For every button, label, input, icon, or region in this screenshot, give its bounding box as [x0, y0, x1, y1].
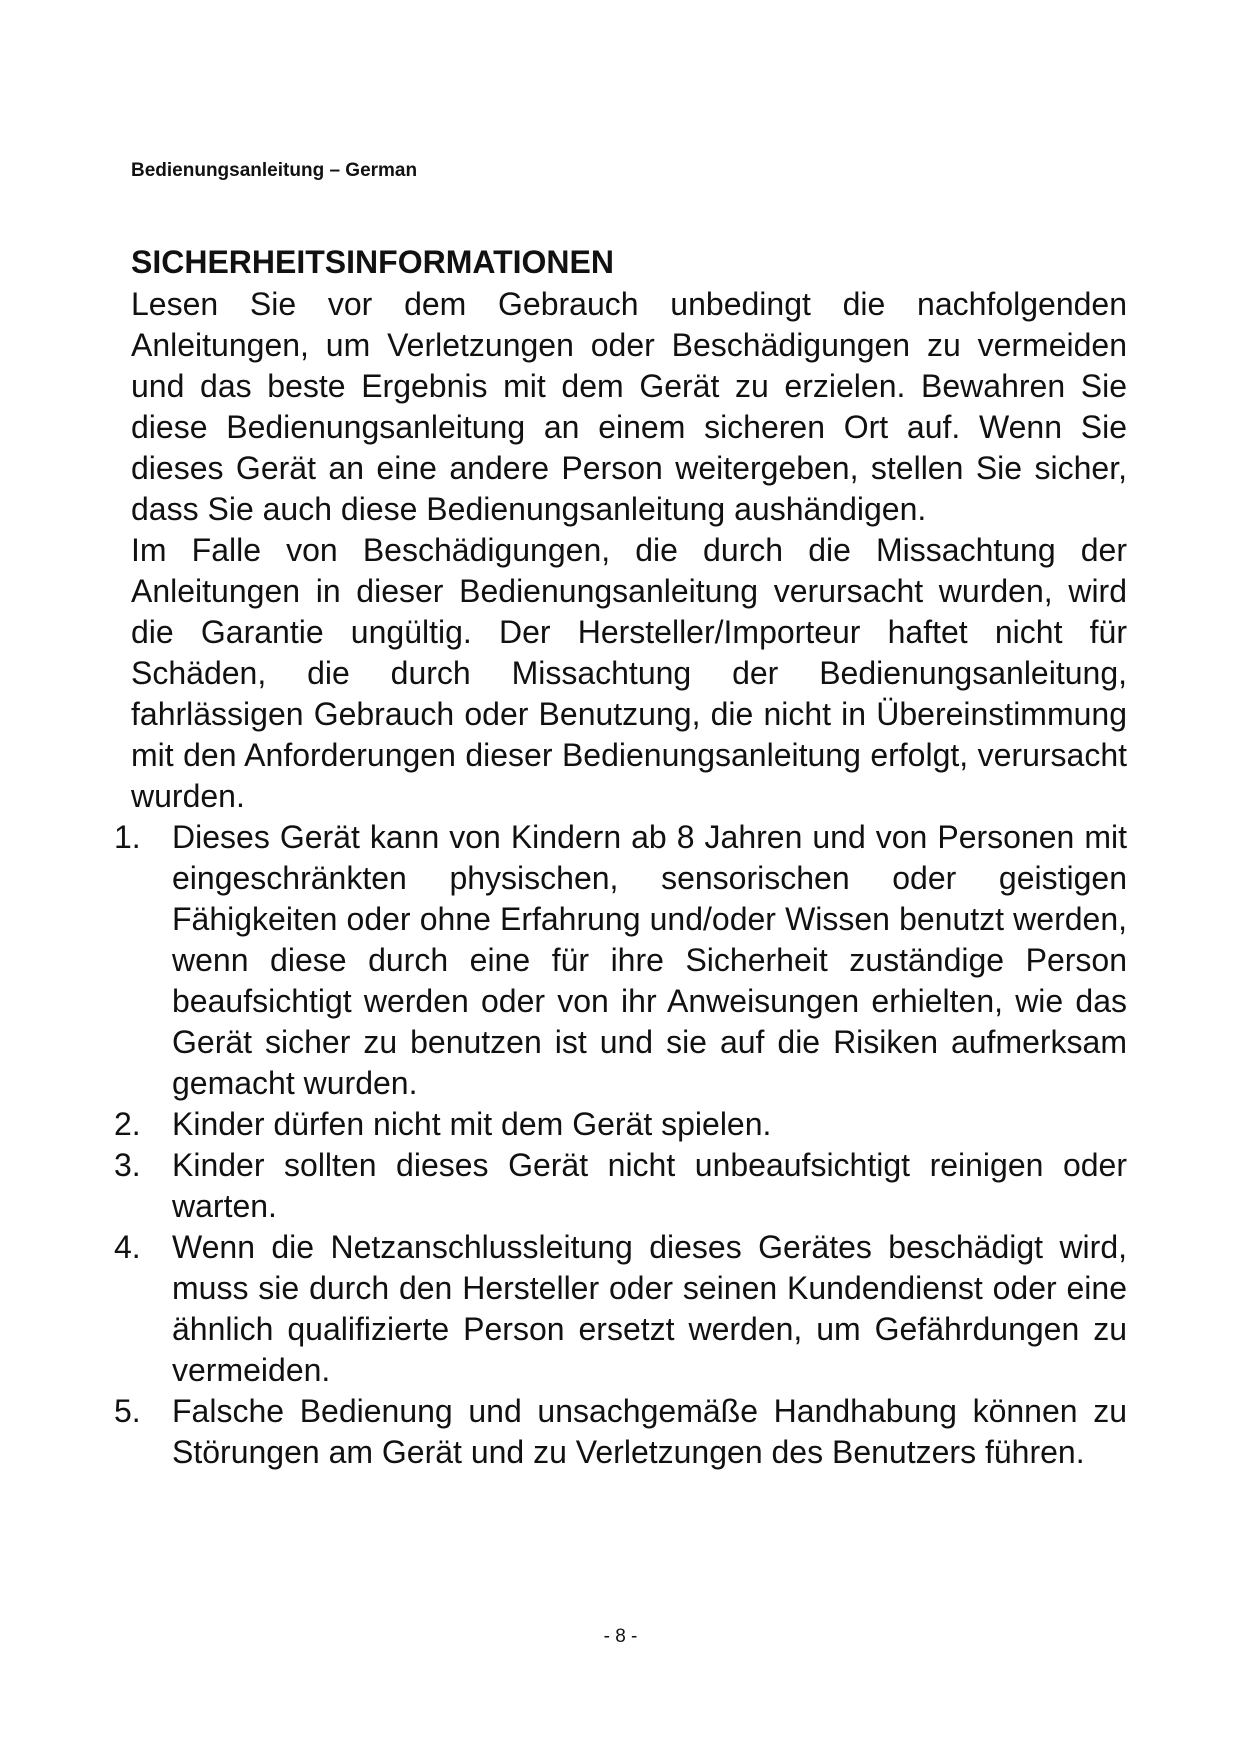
- list-item-number: 1.: [114, 819, 141, 855]
- list-item-number: 5.: [114, 1393, 141, 1429]
- list-item: [114, 1227, 1127, 1391]
- section-title: SICHERHEITSINFORMATIONEN: [131, 244, 614, 280]
- list-item-number: 4.: [114, 1229, 141, 1265]
- list-item-text: Wenn die Netzanschlussleitung dieses Gerätes beschädigt wird, muss sie durch den Hersteller oder seinen Kundendienst oder eine ähnlich qualifizierte Person ersetzt werden, um Gefährdungen zu vermeiden.: [172, 1229, 1127, 1388]
- document-header: Bedienungsanleitung – German: [131, 160, 418, 181]
- intro-paragraph: Lesen Sie vor dem Gebrauch unbedingt die nachfolgenden Anleitungen, um Verletzungen oder Beschädigungen zu vermeiden und das beste Ergebnis mit dem Gerät zu erzielen. Bewahren Sie diese Bedienungsanleitung an einem sicheren Ort auf. Wenn Sie dieses Gerät an eine andere Person weitergeben, stellen Sie sicher, dass Sie auch diese Bedienungsanleitung aushändigen.: [131, 286, 1127, 527]
- list-item-number: 3.: [114, 1147, 141, 1183]
- list-item: [114, 1104, 1127, 1145]
- page-number: - 8 -: [603, 1626, 638, 1647]
- list-item: [114, 1391, 1127, 1473]
- safety-list: [114, 817, 1127, 1473]
- list-item-number: 2.: [114, 1106, 141, 1142]
- list-item-text: Falsche Bedienung und unsachgemäße Handhabung können zu Störungen am Gerät und zu Verletzungen des Benutzers führen.: [172, 1393, 1127, 1470]
- list-item: [114, 1145, 1127, 1227]
- list-item-text: Kinder sollten dieses Gerät nicht unbeaufsichtigt reinigen oder warten.: [172, 1147, 1127, 1224]
- warranty-paragraph: Im Falle von Beschädigungen, die durch die Missachtung der Anleitungen in dieser Bedienungsanleitung verursacht wurden, wird die Garantie ungültig. Der Hersteller/Importeur haftet nicht für Schäden, die durch Missachtung der Bedienungsanleitung, fahrlässigen Gebrauch oder Benutzung, die nicht in Übereinstimmung mit den Anforderungen dieser Bedienungsanleitung erfolgt, verursacht wurden.: [131, 532, 1127, 814]
- safety-section: [114, 240, 1127, 1473]
- list-item-text: Kinder dürfen nicht mit dem Gerät spielen.: [172, 1106, 772, 1142]
- list-item-text: Dieses Gerät kann von Kindern ab 8 Jahren und von Personen mit eingeschränkten physischen, sensorischen oder geistigen Fähigkeiten oder ohne Erfahrung und/oder Wissen benutzt werden, wenn diese durch eine für ihre Sicherheit zuständige Person beaufsichtigt werden oder von ihr Anweisungen erhielten, wie das Gerät sicher zu benutzen ist und sie auf die Risiken aufmerksam gemacht wurden.: [172, 819, 1127, 1101]
- list-item: [114, 817, 1127, 1104]
